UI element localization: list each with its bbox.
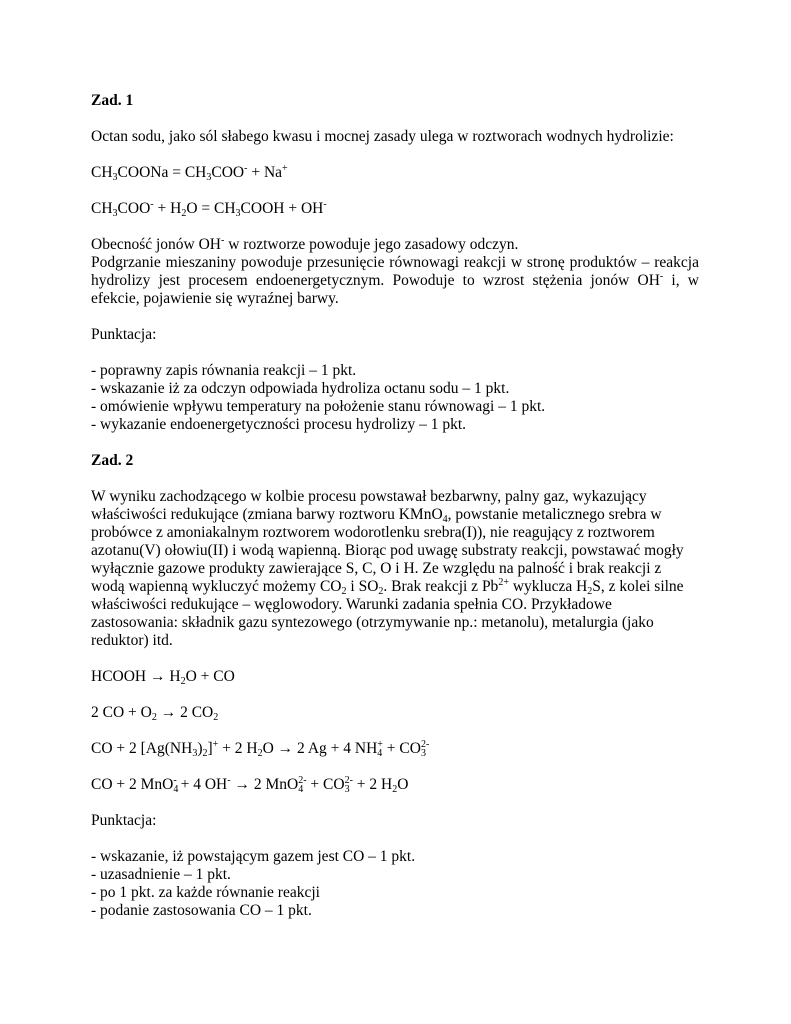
list-item: - poprawny zapis równania reakcji – 1 pkt. (91, 362, 357, 379)
zad2-explanation: W wyniku zachodzącego w kolbie procesu powstawał bezbarwny, palny gaz, wykazujący właściwości redukujące (zmiana barwy roztworu KMnO$_4$, powstanie metalicznego srebra w probówce z amoniakalnym roztworem wodorotlenku srebra(I)), nie reagujący z roztworem azotanu(V) ołowiu(II) i wodą wapienną. Biorąc pod uwagę substraty reakcji, powstawać mogły wyłącznie gazowe produkty zawierające S, C, O i H. Ze względu na palność i brak reakcji z wodą wapienną wykluczyć możemy $CO_2$ i $SO_2$. Brak reakcji z $Pb^{2+}$ wyklucza $H_2S$, z kolei silne właściwości redukujące – węglowodory. Warunki zadania spełnia CO. Przykładowe zastosowania: składnik gazu syntezowego (otrzymywanie np.: metanolu), metalurgia (jako reduktor) itd. (91, 488, 684, 649)
zad2-reaction-3: CO + 2 $[Ag(NH_3)_2]^+ + 2$ $H_2O \to 2$ Ag + 4 $NH_4^+ + CO_3^{2-}$ (91, 739, 430, 759)
zad2-reaction-2: 2 CO + $O_2 \to 2$ $CO_2$ (91, 704, 219, 723)
zad2-scoring-list (91, 848, 699, 920)
list-item: - omówienie wpływu temperatury na położenie stanu równowagi – 1 pkt. (91, 398, 546, 415)
zad2-reaction-1: HCOOH → $H_2O$ + CO (91, 668, 235, 687)
zad2-heading: Zad. 2 (91, 452, 134, 469)
list-item: - po 1 pkt. za każde równanie reakcji (91, 884, 320, 901)
list-item: - uzasadnienie – 1 pkt. (91, 866, 231, 883)
zad1-equation-1: $CH_3COONa = CH_3COO^- + Na^+$ (91, 163, 288, 183)
list-item: - podanie zastosowania CO – 1 pkt. (91, 902, 312, 919)
zad1-heading: Zad. 1 (91, 92, 134, 109)
zad1-para1: Obecność jonów OH- w roztworze powoduje jego zasadowy odczyn. (91, 235, 519, 253)
zad2-reaction-4: CO + 2 MnO$_4$- + 4 OH- → 2 $MnO_4^{2-} + CO_3^{2-} + 2$ $H_2O$ (91, 775, 409, 795)
zad1-punktacja-label: Punktacja: (91, 326, 157, 343)
document-page (91, 92, 699, 938)
zad1-explanation (91, 236, 699, 308)
list-item: - wykazanie endoenergetyczności procesu hydrolizy – 1 pkt. (91, 416, 467, 433)
zad1-equation-2: $CH_3COO^- + H_2O$ = $CH_3COOH + OH^-$ (91, 199, 327, 219)
zad1-scoring-list (91, 362, 699, 434)
list-item: - wskazanie iż za odczyn odpowiada hydroliza octanu sodu – 1 pkt. (91, 380, 510, 397)
zad1-para2: Podgrzanie mieszaniny powoduje przesunięcie równowagi reakcji w stronę produktów – reakcja hydrolizy jest procesem endoenergetycznym. Powoduje to wzrost stężenia jonów OH- i, w efekcie, pojawienie się wyraźnej barwy. (91, 254, 699, 307)
zad1-intro: Octan sodu, jako sól słabego kwasu i mocnej zasady ulega w roztworach wodnych hydrolizie: (91, 128, 674, 145)
list-item: - wskazanie, iż powstającym gazem jest CO – 1 pkt. (91, 848, 416, 865)
zad2-punktacja-label: Punktacja: (91, 812, 157, 829)
